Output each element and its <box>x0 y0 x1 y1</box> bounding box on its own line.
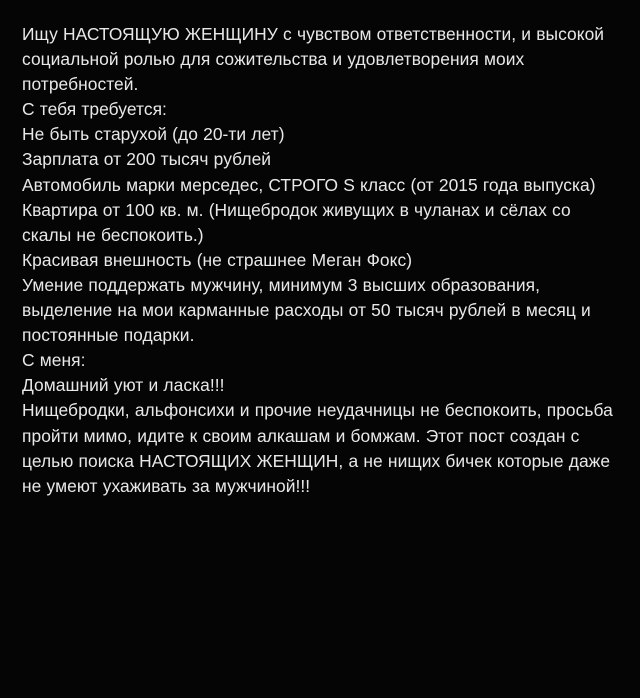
post-paragraph-3: Не быть старухой (до 20-ти лет) <box>22 124 285 145</box>
post-paragraph-8: Умение поддержать мужчину, минимум 3 высших образования, выделение на мои карманные расходы от 50 тысяч рублей в месяц и постоянные подарки. <box>22 274 596 346</box>
post-paragraph-10: Домашний уют и ласка!!! <box>22 375 225 396</box>
post-paragraph-6: Квартира от 100 кв. м. (Нищебродок живущих в чуланах и сёлах со скалы не беспокоить.) <box>22 199 576 245</box>
post-paragraph-1: Ищу НАСТОЯЩУЮ ЖЕНЩИНУ с чувством ответственности, и высокой социальной ролью для сожительства и удовлетворения моих потребностей. <box>22 24 610 95</box>
post-paragraph-5: Автомобиль марки мерседес, СТРОГО S класс (от 2015 года выпуска) <box>22 174 596 195</box>
post-paragraph-9: С меня: <box>22 350 86 371</box>
post-paragraph-4: Зарплата от 200 тысяч рублей <box>22 149 272 170</box>
post-paragraph-7: Красивая внешность (не страшнее Меган Фокс) <box>22 249 413 270</box>
post-paragraph-2: С тебя требуется: <box>22 99 167 120</box>
post-paragraph-11: Нищебродки, альфонсихи и прочие неудачницы не беспокоить, просьба пройти мимо, идите к своим алкашам и бомжам. Этот пост создан с целью поиска НАСТОЯЩИХ ЖЕНЩИН, а не нищих бичек которые даже не умеют ухаживать за мужчиной!!! <box>22 400 619 496</box>
